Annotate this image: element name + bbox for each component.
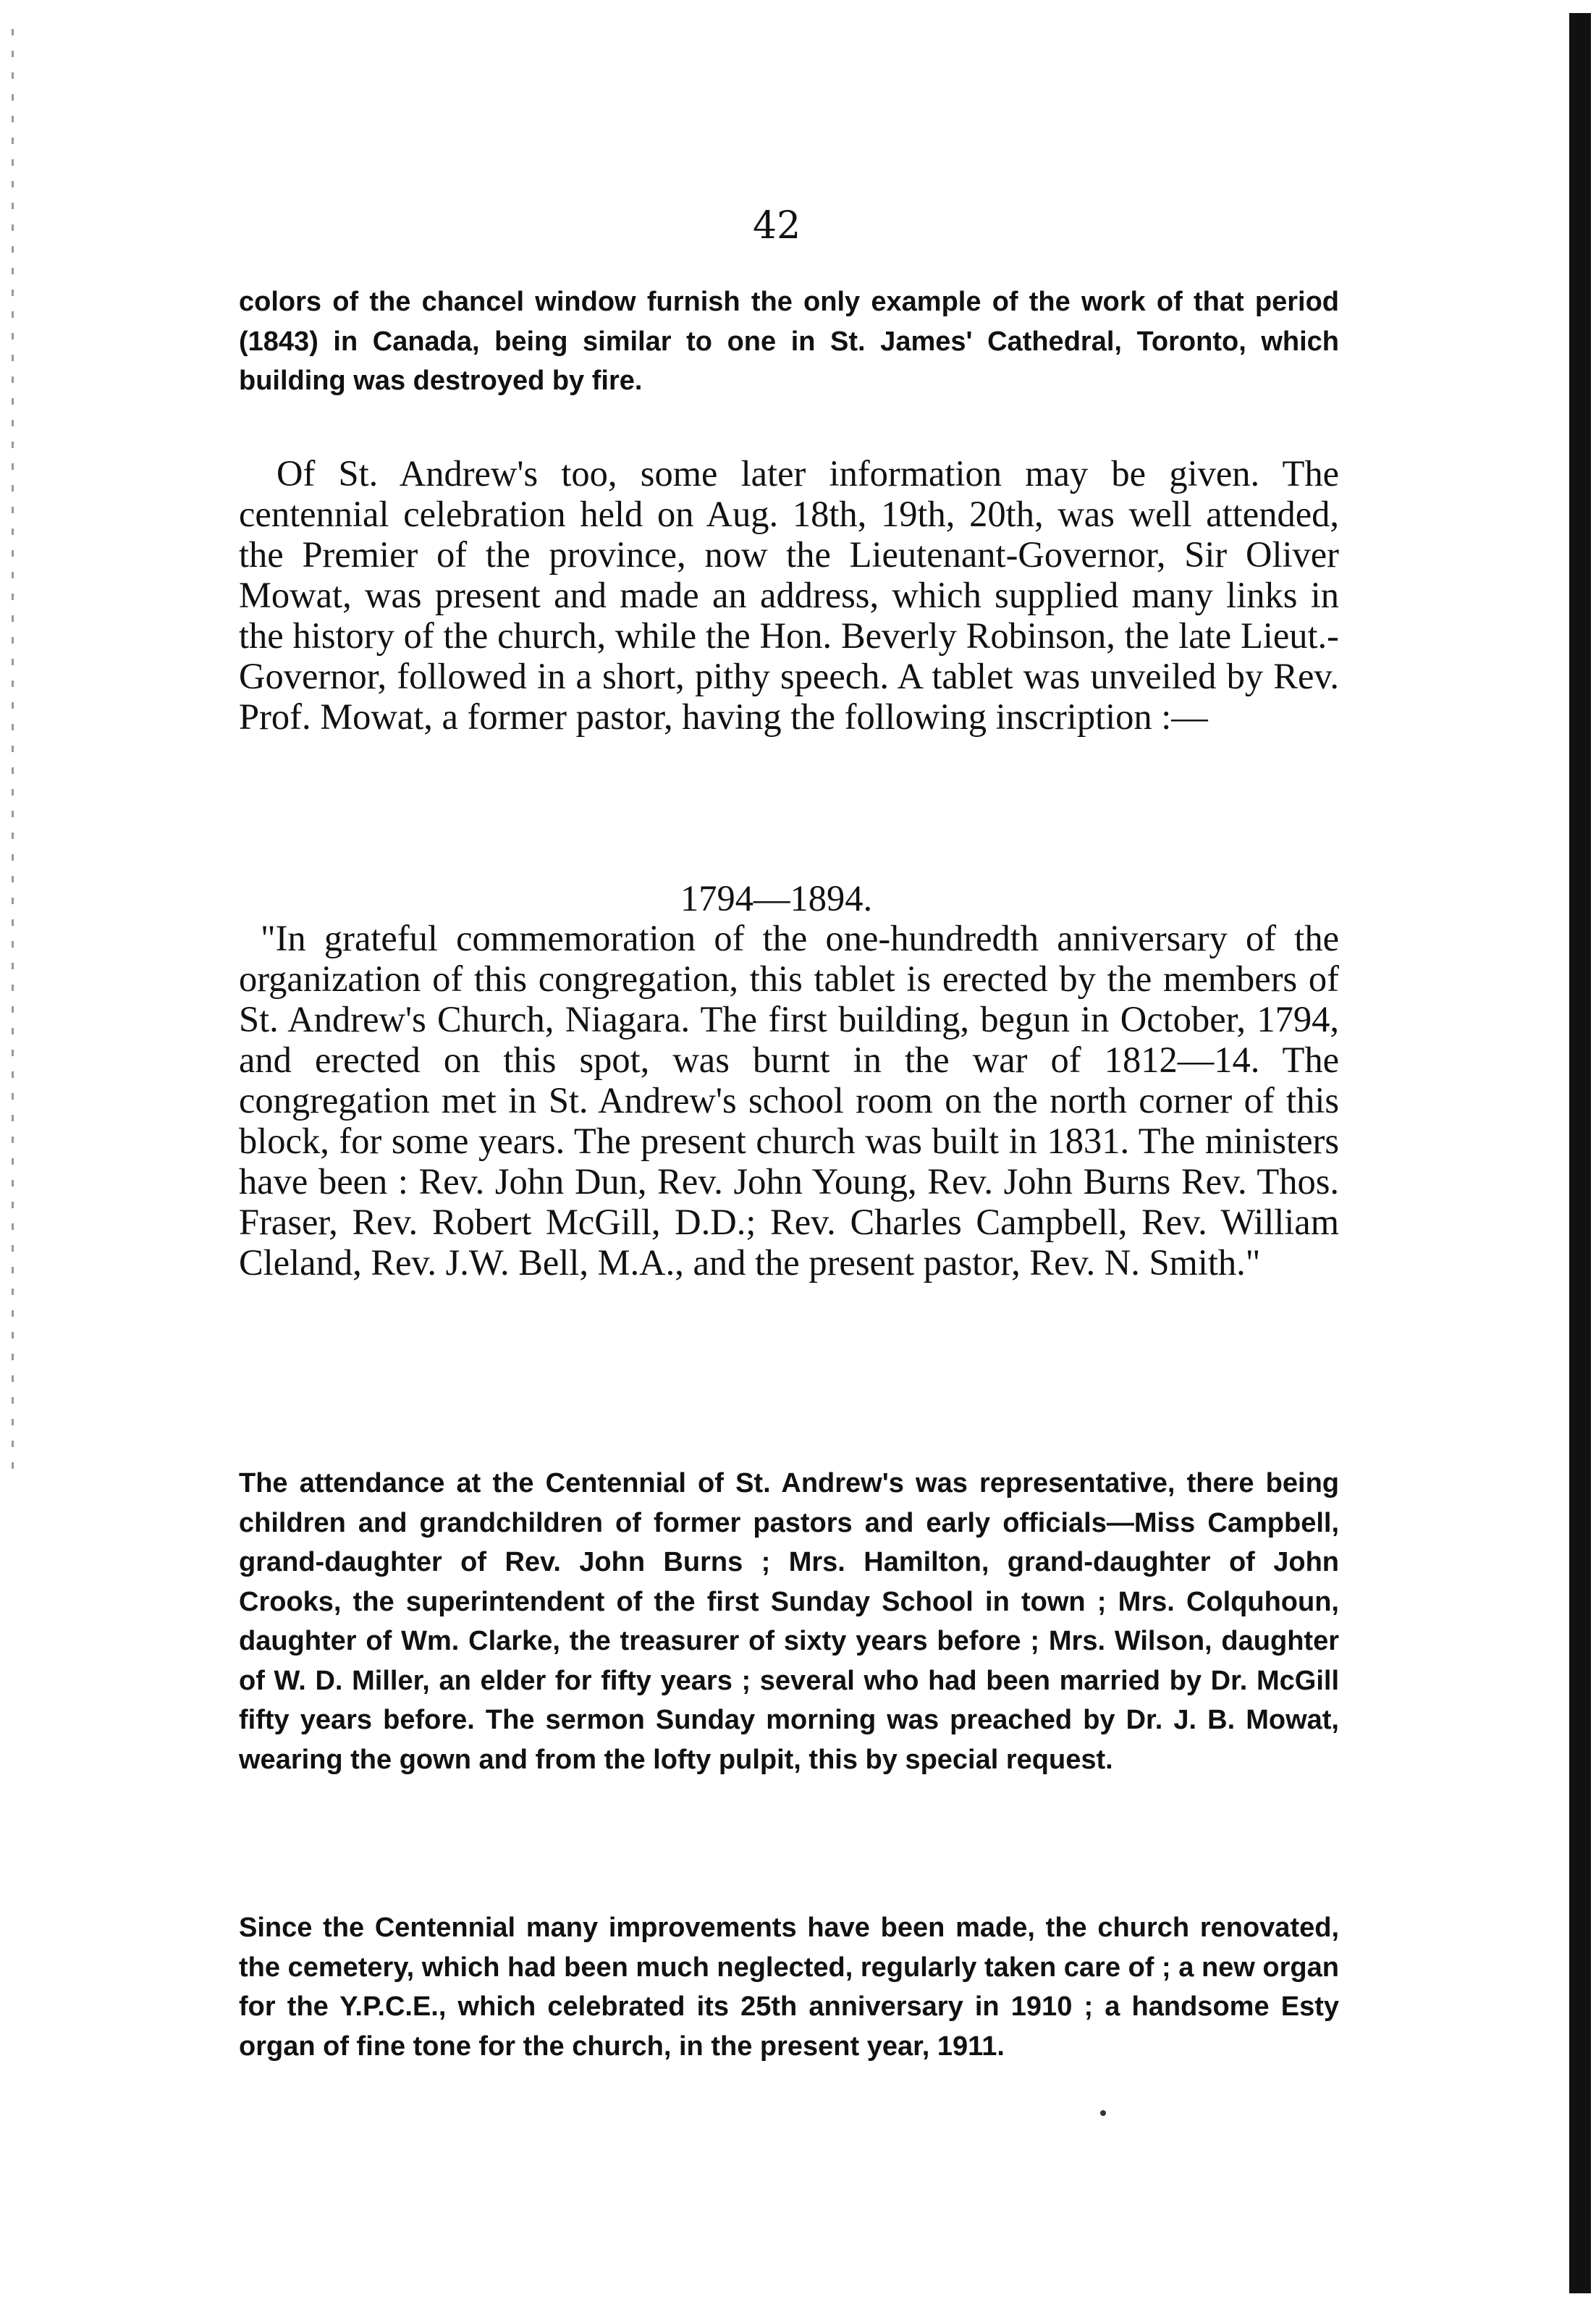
tablet-date-line: 1794—1894. bbox=[680, 878, 873, 919]
ink-dot bbox=[1100, 2110, 1106, 2116]
paragraph-improvements: Since the Centennial many improvements have been made, the church renovated, the cemetery, which had been much neglected, regularly taken care of ; a new organ for the Y.P.C.E., which celebrated its 25th anniversary in 1910 ; a handsome Esty organ of fine tone for the church, in the present year, 1911. bbox=[239, 1913, 1339, 2062]
scan-edge-left bbox=[12, 29, 14, 1477]
paragraph-st-andrews-centennial: Of St. Andrew's too, some later information may be given. The centennial celebration held on Aug. 18th, 19th, 20th, was well attended, the Premier of the province, now the Lieutenant-Governor, Sir Oliver Mowat, was present and made an address, which supplied many links in the history of the church, while the Hon. Beverly Robinson, the late Lieut.-Governor, followed in a short, pithy speech. A tablet was unveiled by Rev. Prof. Mowat, a former pastor, having the following inscription :— bbox=[239, 453, 1339, 737]
page-number: 42 bbox=[753, 204, 801, 248]
paragraph-centennial-attendance: The attendance at the Centennial of St. Andrew's was representative, there being children and grandchildren of former pastors and early officials—Miss Campbell, grand-daughter of Rev. John Burns ; Mrs. Hamilton, grand-daughter of John Crooks, the superintendent of the first Sunday School in town ; Mrs. Colquhoun, daughter of Wm. Clarke, the treasurer of sixty years before ; Mrs. Wilson, daughter of W. D. Miller, an elder for fifty years ; several who had been married by Dr. McGill fifty years before. The sermon Sunday morning was preached by Dr. J. B. Mowat, wearing the gown and from the lofty pulpit, this by special request. bbox=[239, 1468, 1339, 1775]
scan-edge-right bbox=[1569, 13, 1591, 2293]
paragraph-chancel-window: colors of the chancel window furnish the only example of the work of that period (1843) in Canada, being similar to one in St. James' Cathedral, Toronto, which building was destroyed by fire. bbox=[239, 287, 1339, 396]
tablet-inscription: "In grateful commemoration of the one-hundredth anniversary of the organization of this congregation, this tablet is erected by the members of St. Andrew's Church, Niagara. The first building, begun in October, 1794, and erected on this spot, was burnt in the war of 1812—14. The congregation met in St. Andrew's school room on the north corner of this block, for some years. The present church was built in 1831. The ministers have been : Rev. John Dun, Rev. John Young, Rev. John Burns Rev. Thos. Fraser, Rev. Robert McGill, D.D.; Rev. Charles Campbell, Rev. William Cleland, Rev. J.W. Bell, M.A., and the present pastor, Rev. N. Smith." bbox=[239, 918, 1339, 1283]
